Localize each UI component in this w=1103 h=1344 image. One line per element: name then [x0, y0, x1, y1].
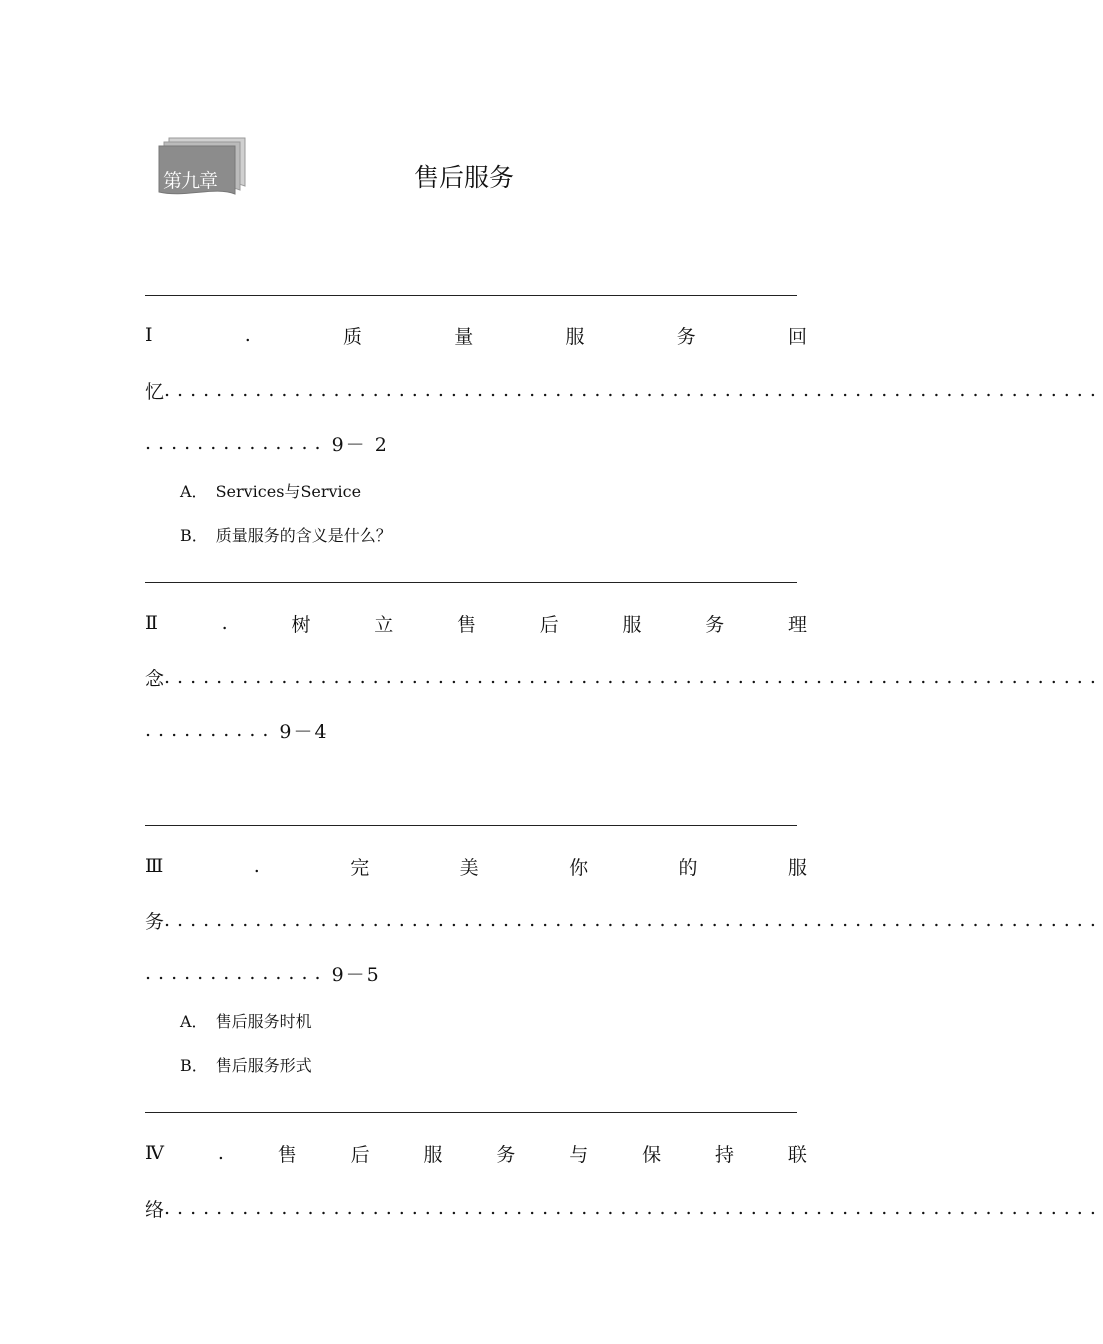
toc-page-line: [145, 958, 381, 988]
heading-char: 与: [569, 1143, 589, 1166]
toc-page-line: [145, 715, 329, 745]
leader-dots: ........................................................................: [164, 909, 1103, 931]
heading-char: I: [145, 324, 153, 346]
subitem-text: 售后服务形式: [215, 1055, 312, 1075]
heading-char: 络: [145, 1198, 165, 1221]
heading-char: 你: [569, 856, 589, 879]
leader-dots: ........................................................................: [164, 1197, 1103, 1219]
leader-dots: ........................................................................: [164, 379, 1103, 401]
heading-char: 持: [715, 1143, 735, 1166]
page-title: 售后服务: [414, 163, 515, 192]
chapter-badge-label: 第九章: [163, 170, 218, 192]
leader-dots: ..........: [145, 719, 276, 741]
heading-char: .: [244, 324, 251, 346]
toc-subitem[interactable]: [180, 522, 392, 546]
toc-entry-heading[interactable]: [145, 608, 807, 638]
heading-char: Ⅲ: [145, 855, 164, 877]
toc-page-line: [145, 428, 389, 458]
toc-entry-heading[interactable]: [145, 1138, 807, 1168]
heading-char: 后: [350, 1143, 370, 1166]
toc-leader-line: [145, 662, 1103, 692]
toc-entry-heading[interactable]: [145, 320, 807, 350]
page-number: 9－5: [331, 963, 381, 986]
heading-char: 务: [145, 910, 165, 933]
page-number: 9－ 2: [331, 433, 389, 456]
leader-dots: ..............: [145, 962, 328, 984]
heading-char: .: [221, 612, 228, 634]
heading-char: Ⅳ: [145, 1142, 164, 1164]
subitem-text: 质量服务的含义是什么？: [215, 525, 392, 545]
section-rule: [145, 825, 797, 826]
toc-leader-line: [145, 375, 1103, 405]
heading-char: 售: [456, 613, 476, 636]
heading-char: .: [217, 1142, 224, 1164]
heading-char: 保: [642, 1143, 662, 1166]
heading-char: 服: [787, 856, 807, 879]
heading-char: 树: [291, 613, 311, 636]
heading-char: 后: [539, 613, 559, 636]
heading-char: 完: [350, 856, 370, 879]
toc-leader-line: [145, 905, 1103, 935]
heading-char: 服: [423, 1143, 443, 1166]
heading-char: .: [253, 855, 260, 877]
leader-dots: ..............: [145, 432, 328, 454]
heading-char: 售: [277, 1143, 297, 1166]
subitem-text: 售后服务时机: [215, 1011, 312, 1031]
heading-char: 忆: [145, 380, 165, 403]
heading-char: 美: [459, 856, 479, 879]
chapter-badge: [155, 136, 247, 202]
subitem-marker: B．: [180, 525, 208, 545]
subitem-marker: A．: [180, 1011, 208, 1031]
heading-char: Ⅱ: [145, 612, 158, 634]
heading-char: 服: [565, 325, 585, 348]
page-number: 9－4: [279, 720, 329, 743]
section-rule: [145, 295, 797, 296]
section-rule: [145, 1112, 797, 1113]
toc-entry-heading[interactable]: [145, 851, 807, 881]
toc-subitem[interactable]: [180, 478, 361, 502]
heading-char: 质: [343, 325, 363, 348]
section-rule: [145, 582, 797, 583]
subitem-marker: A．: [180, 481, 208, 501]
subitem-marker: B．: [180, 1055, 208, 1075]
heading-char: 念: [145, 667, 165, 690]
heading-char: 联: [787, 1143, 807, 1166]
subitem-text: Services与Service: [215, 481, 362, 501]
leader-dots: ........................................................................: [164, 666, 1103, 688]
heading-char: 回: [787, 325, 807, 348]
toc-subitem[interactable]: [180, 1008, 312, 1032]
heading-char: 理: [787, 613, 807, 636]
heading-char: 的: [678, 856, 698, 879]
heading-char: 量: [454, 325, 474, 348]
heading-char: 务: [676, 325, 696, 348]
toc-leader-line: [145, 1193, 1103, 1223]
heading-char: 立: [374, 613, 394, 636]
heading-char: 务: [705, 613, 725, 636]
heading-char: 服: [622, 613, 642, 636]
toc-subitem[interactable]: [180, 1052, 312, 1076]
heading-char: 务: [496, 1143, 516, 1166]
